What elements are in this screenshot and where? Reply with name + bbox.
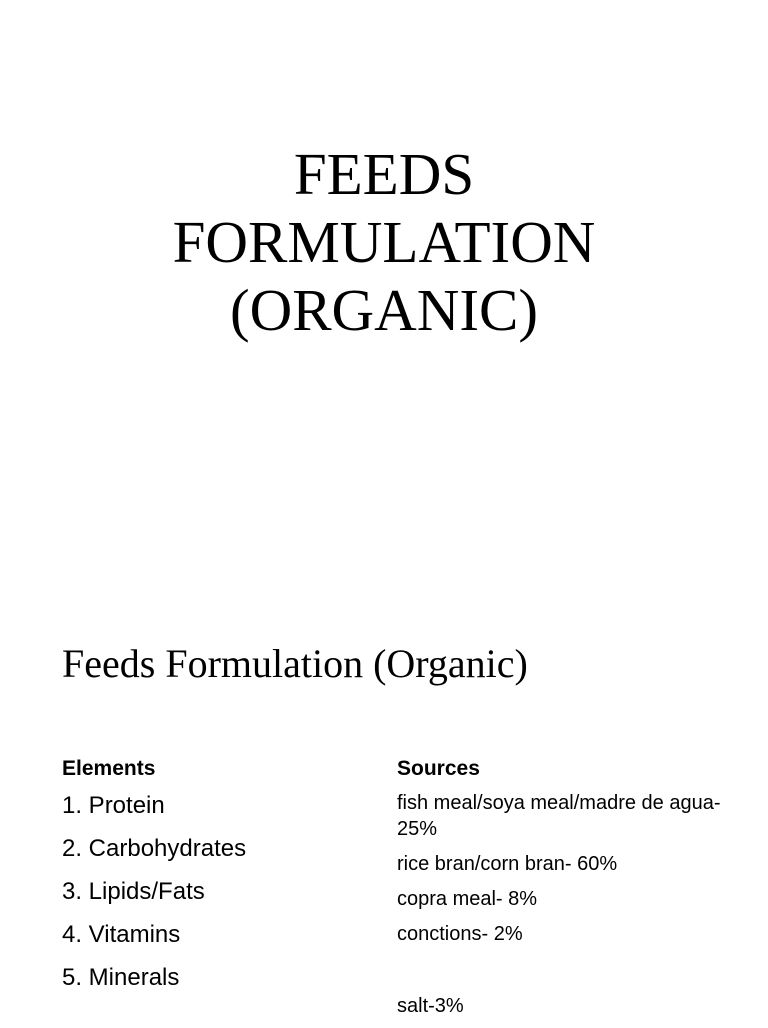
element-item: 2. Carbohydrates [62, 835, 247, 862]
slide-heading: Feeds Formulation (Organic) [62, 641, 528, 686]
source-item: salt-3% [397, 995, 464, 1017]
element-item: 5. Minerals [62, 964, 180, 991]
title-line: FEEDS [293, 141, 475, 207]
element-item: 4. Vitamins [62, 921, 181, 948]
title-line: FORMULATION [172, 209, 596, 275]
elements-list [62, 790, 362, 993]
source-item: rice bran/corn bran- 60% [397, 853, 618, 875]
element-item: 1. Protein [62, 792, 165, 819]
source-item: copra meal- 8% [397, 888, 538, 910]
elements-column [62, 756, 362, 1005]
content-slide [0, 576, 768, 1024]
title-line: (ORGANIC) [229, 277, 539, 343]
sources-list [397, 790, 727, 1019]
slide-title [0, 140, 768, 344]
sources-column [397, 756, 727, 1028]
source-item: fish meal/soya meal/madre de agua- 25% [397, 792, 721, 840]
element-item: 3. Lipids/Fats [62, 878, 205, 905]
sources-header: Sources [397, 757, 480, 780]
elements-header: Elements [62, 757, 156, 780]
source-item: conctions- 2% [397, 923, 523, 945]
